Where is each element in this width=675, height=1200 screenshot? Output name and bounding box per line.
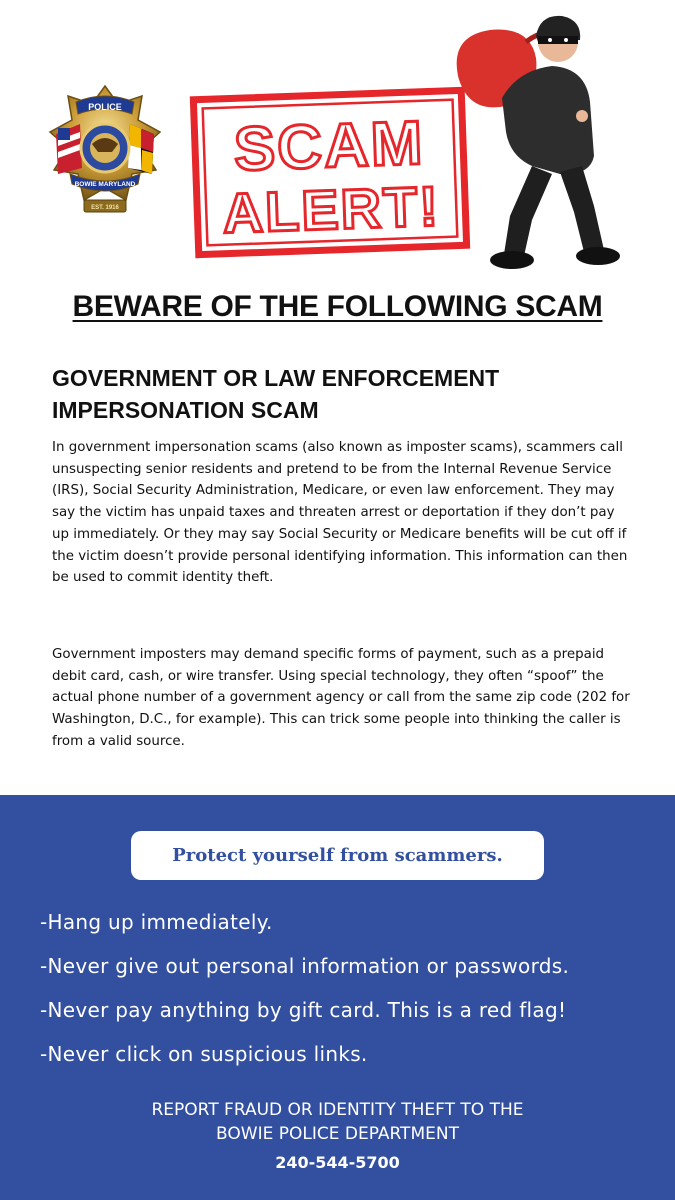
- badge-year-text: EST. 1916: [91, 205, 119, 211]
- scam-title: GOVERNMENT OR LAW ENFORCEMENT IMPERSONATION SCAM: [52, 365, 500, 423]
- tip-item: -Never click on suspicious links.: [40, 1042, 368, 1066]
- headline-text: BEWARE OF THE FOLLOWING SCAM: [72, 290, 603, 323]
- police-badge-logo: [46, 82, 164, 222]
- tips-list: [40, 904, 660, 1080]
- report-phone: 240-544-5700: [275, 1153, 400, 1172]
- badge-top-text: POLICE: [88, 102, 122, 112]
- report-line-2: BOWIE POLICE DEPARTMENT: [216, 1124, 459, 1144]
- protect-label-box: [131, 831, 544, 880]
- headline: [0, 290, 675, 324]
- protect-label: Protect yourself from scammers.: [172, 845, 503, 866]
- robber-illustration: [440, 6, 640, 274]
- paragraph-1: In government impersonation scams (also known as imposter scams), scammers call unsuspecting senior residents and pretend to be from the Internal Revenue Service (IRS), Social Security Administration, Medicare, or even law enforcement. They may say the victim has unpaid taxes and threaten arrest or deportation if they don’t pay up immediately. Or they may say Social Security or Medicare benefits will be cut off if the victim doesn’t provide personal identifying information. This information can then be used to commit identity theft.: [52, 440, 628, 586]
- scam-alert-stamp: [189, 86, 471, 259]
- report-line-1: REPORT FRAUD OR IDENTITY THEFT TO THE: [151, 1100, 524, 1120]
- stamp-line-scam: SCAM: [232, 108, 426, 185]
- tip-item: -Never pay anything by gift card. This is a red flag!: [40, 998, 567, 1022]
- paragraph-2: Government imposters may demand specific forms of payment, such as a prepaid debit card, cash, or wire transfer. Using special technology, they often “spoof” the actual phone number of a government agency or call from the same zip code (202 for Washington, D.C., for example). This can trick some people into thinking the caller is from a valid source.: [52, 647, 630, 749]
- stamp-line-alert: ALERT!: [221, 174, 441, 245]
- tip-item: -Hang up immediately.: [40, 910, 273, 934]
- report-text: [0, 1098, 675, 1146]
- badge-bottom-text: BOWIE MARYLAND: [74, 181, 136, 188]
- tip-item: -Never give out personal information or passwords.: [40, 954, 570, 978]
